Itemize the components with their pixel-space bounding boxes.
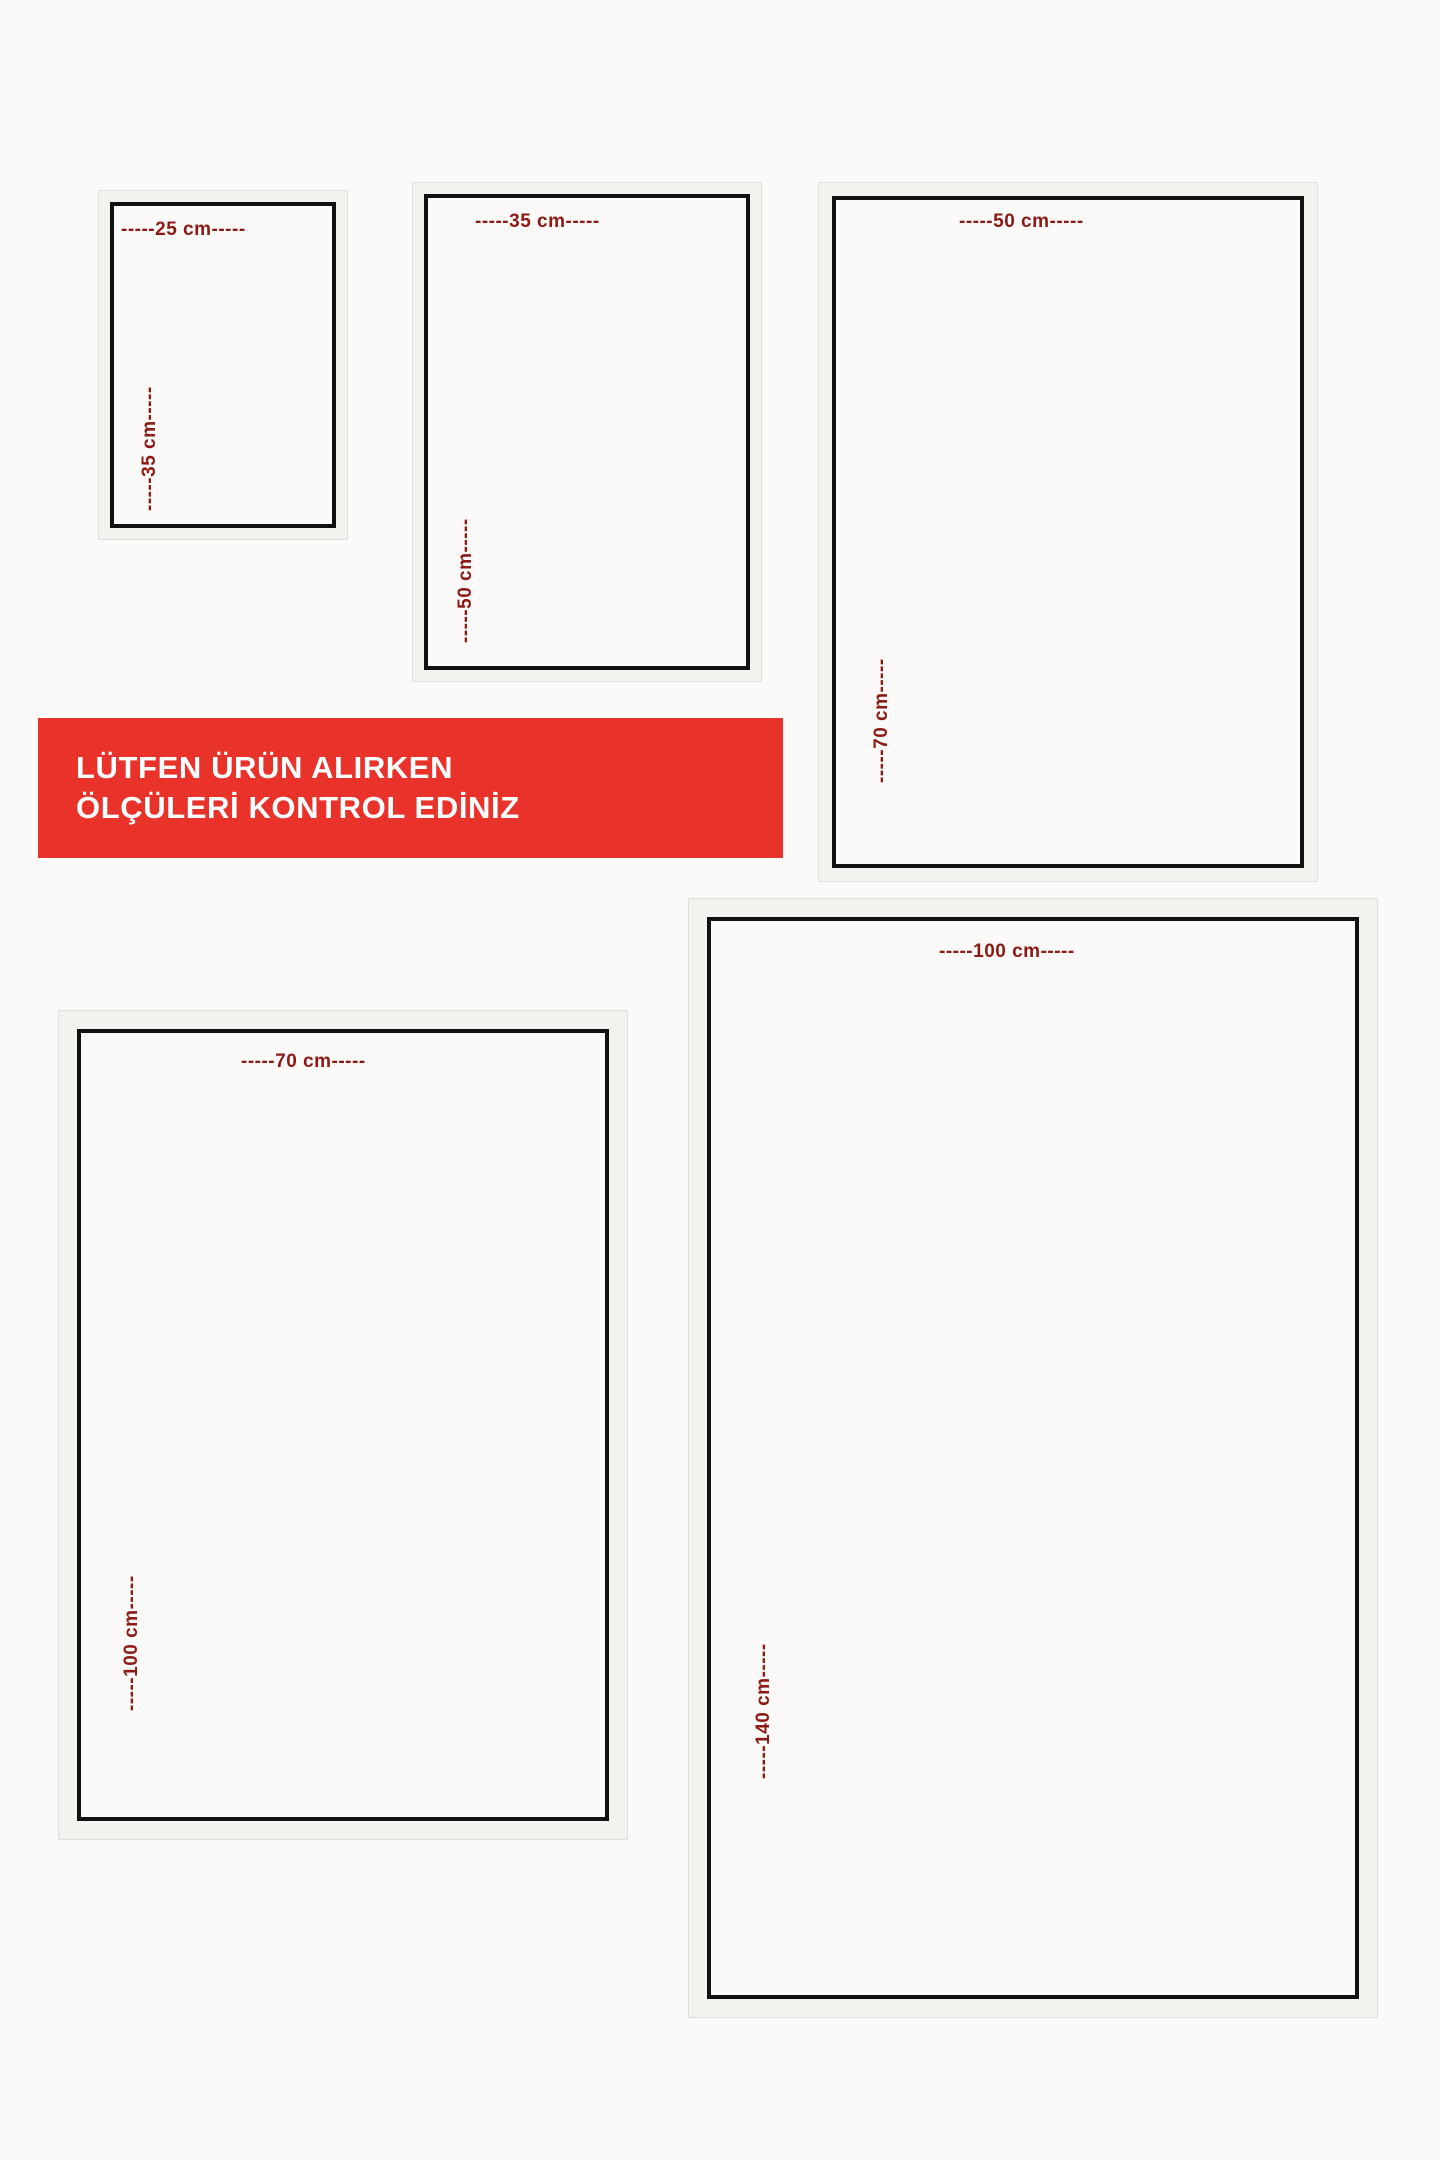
frame-35x50-height-label: -----50 cm----- bbox=[455, 518, 476, 643]
warning-banner-line2: ÖLÇÜLERİ KONTROL EDİNİZ bbox=[76, 790, 520, 825]
frame-50x70-inner bbox=[832, 196, 1304, 868]
frame-70x100-width-label: -----70 cm----- bbox=[241, 1051, 366, 1072]
frame-100x140-inner bbox=[707, 917, 1359, 1999]
frame-25x35-height-label: -----35 cm----- bbox=[139, 386, 160, 511]
frame-50x70-width-label: -----50 cm----- bbox=[959, 211, 1084, 232]
frame-25x35-width-label: -----25 cm----- bbox=[121, 219, 246, 240]
frame-70x100-height-label: -----100 cm----- bbox=[121, 1575, 142, 1711]
frame-100x140 bbox=[688, 898, 1378, 2018]
frame-100x140-width-label: -----100 cm----- bbox=[939, 941, 1075, 962]
frame-50x70-height-label: -----70 cm----- bbox=[871, 658, 892, 783]
warning-banner bbox=[38, 718, 783, 858]
frame-50x70 bbox=[818, 182, 1318, 882]
warning-banner-line1: LÜTFEN ÜRÜN ALIRKEN bbox=[76, 750, 454, 786]
frame-100x140-height-label: -----140 cm----- bbox=[753, 1643, 774, 1779]
frame-70x100-inner bbox=[77, 1029, 609, 1821]
frame-70x100 bbox=[58, 1010, 628, 1840]
frame-35x50 bbox=[412, 182, 762, 682]
frame-35x50-width-label: -----35 cm----- bbox=[475, 211, 600, 232]
frame-25x35 bbox=[98, 190, 348, 540]
